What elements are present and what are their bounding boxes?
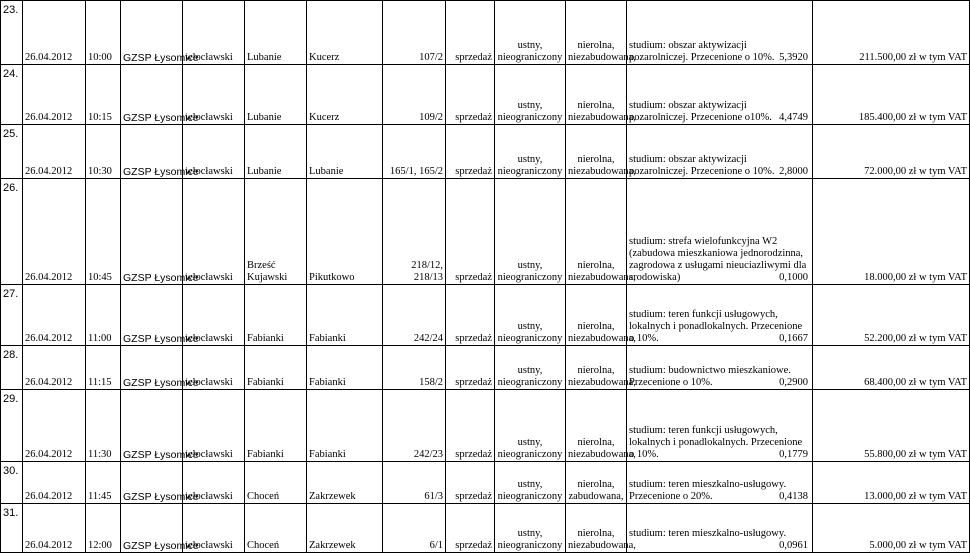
cell-time: 12:00 (86, 504, 121, 553)
cell-time: 11:45 (86, 462, 121, 504)
cell-date: 26.04.2012 (23, 504, 86, 553)
cell-lot-number: 28. (1, 346, 23, 390)
cell-parcel: 107/2 (383, 1, 446, 65)
cell-organizer: GZSP Łysomice (121, 125, 183, 179)
cell-date: 26.04.2012 (23, 179, 86, 285)
cell-study-description (627, 390, 813, 462)
cell-organizer: GZSP Łysomice (121, 504, 183, 553)
cell-study-description (627, 346, 813, 390)
cell-property-type: nierolna, zabudowana, (566, 462, 627, 504)
cell-county: włocławski (183, 285, 245, 346)
cell-study-description (627, 125, 813, 179)
cell-county: włocławski (183, 179, 245, 285)
cell-commune: Choceń (245, 462, 307, 504)
cell-price: 18.000,00 zł w tym VAT (813, 179, 970, 285)
cell-time: 11:00 (86, 285, 121, 346)
cell-village: Fabianki (307, 346, 383, 390)
cell-time: 10:30 (86, 125, 121, 179)
study-text: studium: teren funkcji usługowych, lokalnych i ponadlokalnych. Przecenione o 10%. (629, 425, 803, 460)
cell-county: włocławski (183, 65, 245, 125)
table-row (1, 1, 970, 65)
cell-parcel: 218/12, 218/13 (383, 179, 446, 285)
cell-village: Kucerz (307, 65, 383, 125)
cell-sale-form: sprzedaż (446, 1, 495, 65)
table-row (1, 65, 970, 125)
cell-auction-type: ustny, nieograniczony (495, 179, 566, 285)
study-text: studium: teren mieszkalno-usługowy. (629, 528, 787, 539)
cell-date: 26.04.2012 (23, 390, 86, 462)
cell-property-type: nierolna, niezabudowana, (566, 1, 627, 65)
study-text: studium: strefa wielofunkcyjna W2 (zabudowa mieszkaniowa jednorodzinna, zagrodowa z usługami nieuciazliwymi dla srodowiska) (629, 236, 807, 283)
cell-commune: Fabianki (245, 390, 307, 462)
study-text: studium: obszar aktywizacji pozarolniczej. Przecenione o 10%. (629, 40, 775, 63)
cell-commune: Brześć Kujawski (245, 179, 307, 285)
cell-property-type: nierolna, niezabudowana, (566, 179, 627, 285)
cell-organizer: GZSP Łysomice (121, 390, 183, 462)
study-text: studium: teren mieszkalno-usługowy. Przecenione o 20%. (629, 479, 787, 502)
table-row (1, 285, 970, 346)
table-body (1, 1, 970, 553)
cell-lot-number: 31. (1, 504, 23, 553)
cell-county: włocławski (183, 462, 245, 504)
cell-date: 26.04.2012 (23, 462, 86, 504)
cell-price: 52.200,00 zł w tym VAT (813, 285, 970, 346)
cell-auction-type: ustny, nieograniczony (495, 125, 566, 179)
cell-price: 55.800,00 zł w tym VAT (813, 390, 970, 462)
cell-lot-number: 26. (1, 179, 23, 285)
cell-organizer: GZSP Łysomice (121, 346, 183, 390)
cell-parcel: 6/1 (383, 504, 446, 553)
cell-parcel: 242/23 (383, 390, 446, 462)
table-row (1, 462, 970, 504)
area-hectares: 0,1779 (779, 449, 808, 460)
cell-commune: Choceń (245, 504, 307, 553)
cell-auction-type: ustny, nieograniczony (495, 65, 566, 125)
cell-property-type: nierolna, niezabudowana, (566, 285, 627, 346)
cell-time: 10:15 (86, 65, 121, 125)
cell-study-description (627, 1, 813, 65)
cell-organizer: GZSP Łysomice (121, 65, 183, 125)
cell-time: 11:15 (86, 346, 121, 390)
cell-county: włocławski (183, 504, 245, 553)
cell-village: Kucerz (307, 1, 383, 65)
table-row (1, 125, 970, 179)
cell-parcel: 242/24 (383, 285, 446, 346)
area-hectares: 5,3920 (779, 52, 808, 63)
table-row (1, 504, 970, 553)
study-text: studium: obszar aktywizacji pozarolniczej. Przecenione o 10%. (629, 154, 775, 177)
cell-lot-number: 25. (1, 125, 23, 179)
cell-price: 211.500,00 zł w tym VAT (813, 1, 970, 65)
cell-village: Fabianki (307, 390, 383, 462)
cell-village: Fabianki (307, 285, 383, 346)
cell-organizer: GZSP Łysomice (121, 179, 183, 285)
cell-lot-number: 30. (1, 462, 23, 504)
cell-commune: Lubanie (245, 1, 307, 65)
cell-date: 26.04.2012 (23, 285, 86, 346)
cell-price: 185.400,00 zł w tym VAT (813, 65, 970, 125)
cell-sale-form: sprzedaż (446, 285, 495, 346)
area-hectares: 0,1667 (779, 333, 808, 344)
cell-time: 11:30 (86, 390, 121, 462)
cell-study-description (627, 65, 813, 125)
cell-property-type: nierolna, niezabudowana, (566, 65, 627, 125)
cell-sale-form: sprzedaż (446, 462, 495, 504)
cell-organizer: GZSP Łysomice (121, 285, 183, 346)
study-text: studium: teren funkcji usługowych, lokalnych i ponadlokalnych. Przecenione o 10%. (629, 309, 803, 344)
area-hectares: 4,4749 (779, 112, 808, 123)
cell-commune: Lubanie (245, 125, 307, 179)
cell-organizer: GZSP Łysomice (121, 462, 183, 504)
cell-price: 72.000,00 zł w tym VAT (813, 125, 970, 179)
area-hectares: 2,8000 (779, 166, 808, 177)
cell-sale-form: sprzedaż (446, 504, 495, 553)
study-text: studium: obszar aktywizacji pozarolniczej. Przecenione o10%. (629, 100, 772, 123)
cell-property-type: nierolna, niezabudowana, (566, 125, 627, 179)
study-text: studium: budownictwo mieszkaniowe. Przecenione o 10%. (629, 365, 791, 388)
table-row (1, 179, 970, 285)
cell-county: włocławski (183, 125, 245, 179)
cell-study-description (627, 462, 813, 504)
cell-lot-number: 24. (1, 65, 23, 125)
cell-sale-form: sprzedaż (446, 65, 495, 125)
cell-price: 5.000,00 zł w tym VAT (813, 504, 970, 553)
cell-date: 26.04.2012 (23, 65, 86, 125)
cell-auction-type: ustny, nieograniczony (495, 390, 566, 462)
cell-auction-type: ustny, nieograniczony (495, 1, 566, 65)
cell-county: włocławski (183, 1, 245, 65)
cell-commune: Fabianki (245, 346, 307, 390)
cell-lot-number: 27. (1, 285, 23, 346)
cell-lot-number: 23. (1, 1, 23, 65)
area-hectares: 0,4138 (779, 491, 808, 502)
cell-study-description (627, 504, 813, 553)
table-row (1, 346, 970, 390)
cell-date: 26.04.2012 (23, 1, 86, 65)
cell-parcel: 158/2 (383, 346, 446, 390)
table-row (1, 390, 970, 462)
cell-study-description (627, 179, 813, 285)
area-hectares: 0,0961 (779, 540, 808, 551)
cell-property-type: nierolna, niezabudowana, (566, 504, 627, 553)
cell-auction-type: ustny, nieograniczony (495, 346, 566, 390)
cell-parcel: 61/3 (383, 462, 446, 504)
cell-time: 10:00 (86, 1, 121, 65)
cell-date: 26.04.2012 (23, 346, 86, 390)
area-hectares: 0,1000 (779, 272, 808, 283)
area-hectares: 0,2900 (779, 377, 808, 388)
cell-auction-type: ustny, nieograniczony (495, 285, 566, 346)
cell-parcel: 165/1, 165/2 (383, 125, 446, 179)
cell-sale-form: sprzedaż (446, 346, 495, 390)
cell-auction-type: ustny, nieograniczony (495, 504, 566, 553)
cell-village: Zakrzewek (307, 504, 383, 553)
cell-time: 10:45 (86, 179, 121, 285)
cell-property-type: nierolna, niezabudowana, (566, 390, 627, 462)
cell-village: Pikutkowo (307, 179, 383, 285)
cell-village: Zakrzewek (307, 462, 383, 504)
cell-commune: Fabianki (245, 285, 307, 346)
cell-auction-type: ustny, nieograniczony (495, 462, 566, 504)
cell-lot-number: 29. (1, 390, 23, 462)
cell-sale-form: sprzedaż (446, 179, 495, 285)
cell-sale-form: sprzedaż (446, 390, 495, 462)
cell-price: 13.000,00 zł w tym VAT (813, 462, 970, 504)
cell-organizer: GZSP Łysomice (121, 1, 183, 65)
cell-commune: Lubanie (245, 65, 307, 125)
cell-property-type: nierolna, niezabudowana, (566, 346, 627, 390)
cell-study-description (627, 285, 813, 346)
cell-date: 26.04.2012 (23, 125, 86, 179)
cell-county: włocławski (183, 346, 245, 390)
cell-price: 68.400,00 zł w tym VAT (813, 346, 970, 390)
cell-sale-form: sprzedaż (446, 125, 495, 179)
cell-village: Lubanie (307, 125, 383, 179)
cell-county: włocławski (183, 390, 245, 462)
cell-parcel: 109/2 (383, 65, 446, 125)
